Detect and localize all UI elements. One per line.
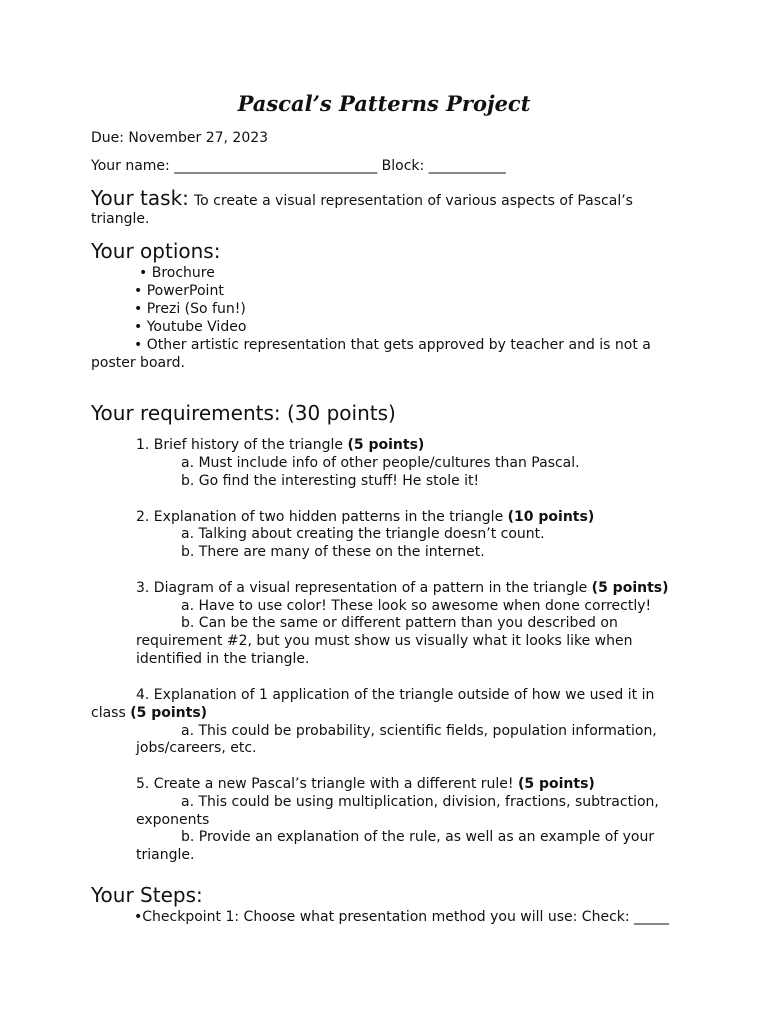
option-item: • Brochure — [139, 265, 215, 281]
requirement-2a: a. Talking about creating the triangle doesn’t count. — [181, 526, 545, 542]
task-line — [91, 186, 633, 210]
option-item: • Other artistic representation that gets approved by teacher and is not a — [134, 337, 651, 353]
steps-heading: Your Steps: — [91, 883, 203, 907]
requirement-5b: b. Provide an explanation of the rule, as well as an example of your — [181, 829, 655, 845]
requirement-2: 2. Explanation of two hidden patterns in the triangle (10 points) — [136, 509, 595, 525]
requirement-3: 3. Diagram of a visual representation of a pattern in the triangle (5 points) — [136, 580, 669, 596]
task-text-cont: triangle. — [91, 211, 150, 227]
requirement-4a: a. This could be probability, scientific fields, population information, — [181, 723, 657, 739]
option-item-cont: poster board. — [91, 355, 185, 371]
bullet-icon: • — [139, 265, 148, 281]
option-item: • PowerPoint — [134, 283, 224, 299]
bullet-icon: • — [134, 909, 143, 925]
bullet-icon: • — [134, 301, 143, 317]
requirement-4a-cont: jobs/careers, etc. — [136, 740, 257, 756]
requirement-1a: a. Must include info of other people/cultures than Pascal. — [181, 455, 580, 471]
requirement-1: 1. Brief history of the triangle (5 points) — [136, 437, 425, 453]
task-heading: Your task: — [91, 186, 189, 210]
page-title: Pascal’s Patterns Project — [237, 91, 531, 116]
requirement-3a: a. Have to use color! These look so awesome when done correctly! — [181, 598, 652, 614]
name-block-line: Your name: _____________________________ Block: ___________ — [91, 158, 506, 174]
points-label: (5 points) — [130, 705, 208, 721]
requirement-3b: b. Can be the same or different pattern than you described on — [181, 615, 618, 631]
requirement-5a-cont: exponents — [136, 812, 210, 828]
requirement-5b-cont: triangle. — [136, 847, 195, 863]
options-heading: Your options: — [91, 239, 221, 263]
requirement-4: 4. Explanation of 1 application of the triangle outside of how we used it in — [136, 687, 655, 703]
due-date: Due: November 27, 2023 — [91, 130, 269, 146]
requirement-4-cont: class (5 points) — [91, 705, 208, 721]
requirement-3b-cont: identified in the triangle. — [136, 651, 310, 667]
option-item: • Prezi (So fun!) — [134, 301, 246, 317]
task-text: To create a visual representation of various aspects of Pascal’s — [193, 193, 633, 209]
points-label: (10 points) — [507, 509, 595, 525]
checkpoint-1: •Checkpoint 1: Choose what presentation method you will use: Check: _____ — [134, 909, 670, 925]
points-label: (5 points) — [517, 776, 595, 792]
points-label: (5 points) — [591, 580, 669, 596]
requirements-heading: Your requirements: (30 points) — [91, 401, 396, 425]
bullet-icon: • — [134, 283, 143, 299]
bullet-icon: • — [134, 337, 143, 353]
option-item: • Youtube Video — [134, 319, 247, 335]
requirement-5a: a. This could be using multiplication, division, fractions, subtraction, — [181, 794, 659, 810]
bullet-icon: • — [134, 319, 143, 335]
requirement-3b-cont: requirement #2, but you must show us visually what it looks like when — [136, 633, 633, 649]
requirement-1b: b. Go find the interesting stuff! He stole it! — [181, 473, 480, 489]
requirement-2b: b. There are many of these on the internet. — [181, 544, 485, 560]
requirement-5: 5. Create a new Pascal’s triangle with a different rule! (5 points) — [136, 776, 595, 792]
points-label: (5 points) — [347, 437, 425, 453]
